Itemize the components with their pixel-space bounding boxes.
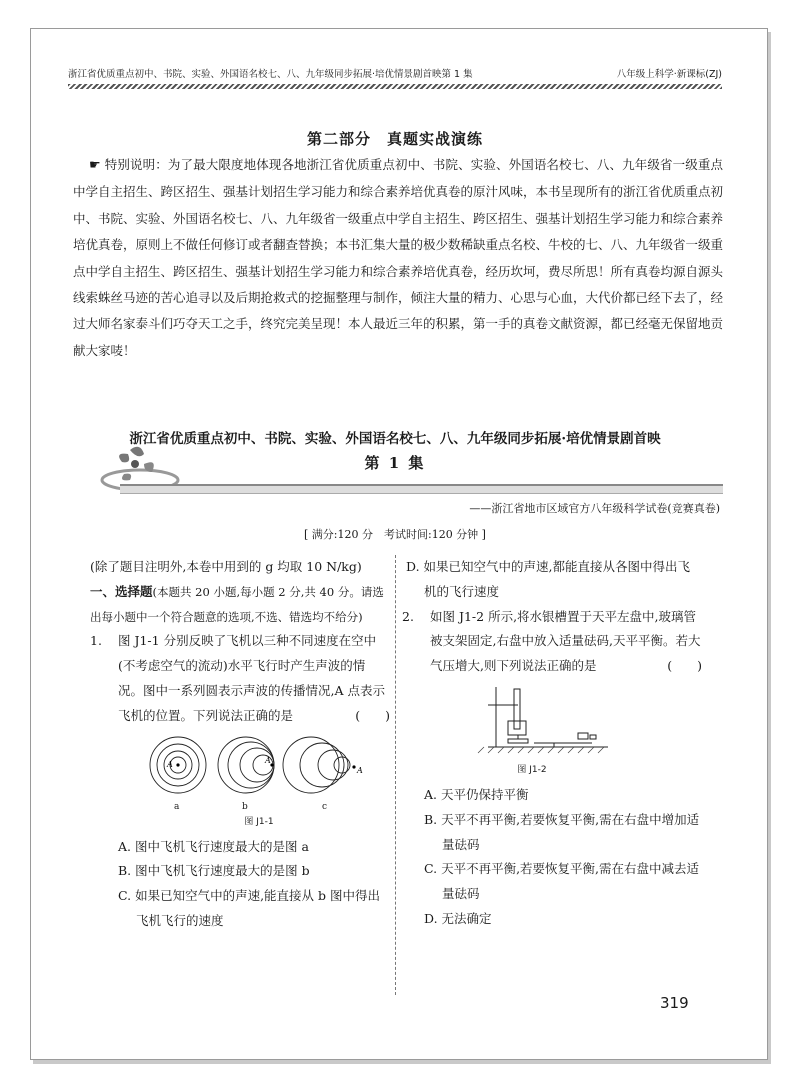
fig1-label-b: b (242, 801, 248, 812)
question-2 (402, 605, 702, 679)
right-column (402, 555, 702, 932)
q2-option-d: D. 无法确定 (424, 910, 492, 926)
header-left: 浙江省优质重点初中、书院、实验、外国语名校七、八、九年级同步拓展·培优情景剧首映第 1 集 (68, 69, 473, 80)
q1-answer-blank: ( ) (355, 707, 390, 723)
column-divider (395, 555, 396, 995)
section-desc: (本题共 20 小题,每小题 2 分,共 40 分。请选出每小题中一个符合题意的选项,不选、错选均不给分) (90, 584, 384, 624)
fig1-label-a: a (174, 801, 180, 812)
figure-j1-2 (474, 683, 614, 763)
score-time-line: [ 满分:120 分 考试时间:120 分钟 ] (304, 528, 486, 541)
header-hatch-rule (68, 84, 722, 89)
section-label: 一、选择题 (90, 583, 153, 599)
q1-stem: 图 J1-1 分别反映了飞机以三种不同速度在空中(不考虑空气的流动)水平飞行时产生声波的情况。图中一系列圆表示声波的传播情况,A 点表示飞机的位置。下列说法正确的是 (118, 633, 385, 723)
q1-option-c: C. 如果已知空气中的声速,能直接从 b 图中得出飞机飞行的速度 (118, 888, 380, 928)
q2-answer-blank: ( ) (667, 658, 702, 674)
left-column (90, 555, 390, 934)
exam-source: ——浙江省地市区域官方八年级科学试卷(竞赛真卷) (469, 502, 720, 515)
q2-stem: 如图 J1-2 所示,将水银槽置于天平左盘中,玻璃管被支架固定,右盘中放入适量砝码,天平平衡。若大气压增大,则下列说法正确的是 (430, 608, 701, 674)
fig2-caption: 图 J1-2 (517, 764, 547, 775)
intro-text: 为了最大限度地体现各地浙江省优质重点初中、书院、实验、外国语名校七、八、九年级省一级重点中学自主招生、跨区招生、强基计划招生学习能力和综合素养培优真卷的原汁风味，本书呈现所有的浙江省优质重点初中、书院、实验、外国语名校七、八、九年级省一级重点中学自主招生、跨区招生、强基计划招生学习能力和综合素养培优真卷，原则上不做任何修订或者翻查替换；本书汇集大量的极少数稀缺重点名校、牛校的七、八、九年级省一级重点中学自主招生、跨区招生、强基计划招生学习能力和综合素养培优真卷，经历坎坷，费尽所思！所有真卷均源自源头线索蛛丝马迹的苦心追寻以及后期抢救式的挖掘整理与制作，倾注大量的精力、心思与心血，大代价都已经下去了，经过大师名家泰斗们巧夺天工之手，终究完美呈现！本人最近三年的积累，第一手的真卷文献资源，都已经毫无保留地贡献大家唛！ (73, 157, 724, 358)
q2-option-c: C. 天平不再平衡,若要恢复平衡,需在右盘中减去适量砝码 (424, 861, 700, 902)
q2-option-a: A. 天平仍保持平衡 (424, 786, 529, 802)
q1-option-b: B. 图中飞机飞行速度最大的是图 b (118, 863, 310, 879)
q2-number: 2. (402, 608, 414, 624)
title-rule (120, 484, 723, 494)
fig1-labels (90, 799, 390, 815)
exam-note: (除了题目注明外,本卷中用到的 g 均取 10 N/kg) (90, 559, 362, 574)
fig1-caption: 图 J1-1 (244, 816, 274, 827)
intro-paragraph (73, 152, 723, 364)
fig1-point-a: A (167, 759, 173, 769)
q1-option-a: A. 图中飞机飞行速度最大的是图 a (118, 838, 309, 854)
q1-option-d: D. 如果已知空气中的声速,都能直接从各图中得出飞机的飞行速度 (406, 559, 690, 599)
running-header (68, 64, 722, 82)
section-heading (90, 580, 390, 630)
intro-label: 特别说明： (104, 157, 168, 172)
page-number: 319 (660, 994, 689, 1012)
fig1-point-c: A (357, 765, 363, 775)
header-right: 八年级上科学·新课标(ZJ) (616, 69, 722, 80)
figure-j1-1 (108, 733, 378, 799)
q1-number: 1. (90, 633, 102, 649)
fig1-point-b: A (265, 755, 271, 765)
part-title: 第二部分 真题实战演练 (306, 130, 483, 148)
q2-option-b: B. 天平不再平衡,若要恢复平衡,需在右盘中增加适量砝码 (424, 811, 700, 852)
question-1 (90, 629, 390, 728)
episode-title: 第 1 集 (364, 454, 426, 472)
pointing-hand-icon: ☛ (89, 158, 101, 173)
series-title: 浙江省优质重点初中、书院、实验、外国语名校七、八、九年级同步拓展·培优情景剧首映 (129, 431, 661, 447)
fig1-label-c: c (322, 801, 328, 812)
